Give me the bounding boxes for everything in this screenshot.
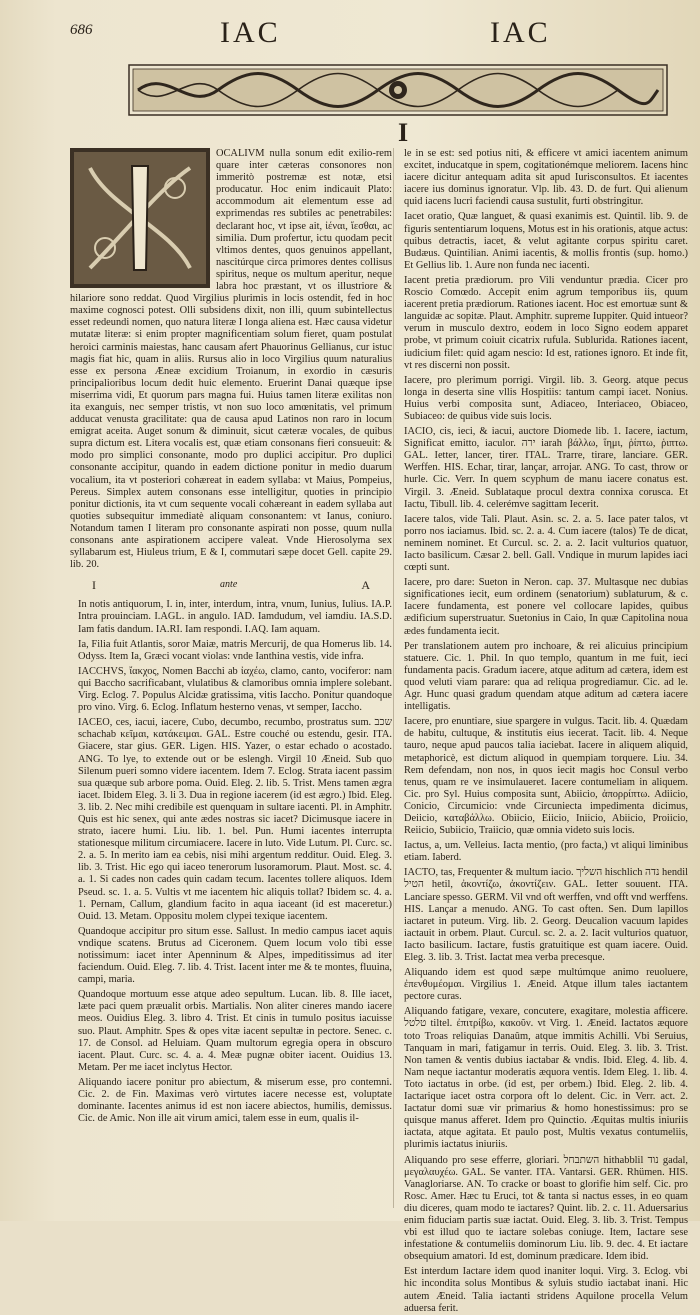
dictionary-entry: Quandoque mortuum esse atque adeo sepultum. Lucan. lib. 8. Ille iacet, læte paci quem præualit orbis. Martialis. Non aliter cineres mando iacere meos. Ouidius Eleg. 3. libro 4. Trist. Et cinis in tumulo positus iacuisse suo. Plaut. Amphitr. Spes & opes vitæ iacent sepultæ in pectore. Senec. c. 17. de Consol. ad Heluiam. Quam multorum egregia opera in obscuro iacent. Plaut. Curc. sc. 4. a. 4. Meæ pugnæ obiter iacent. Ouidius 13. Metam. Per me iacet inclytus Hector.: [78, 989, 392, 1073]
dictionary-entry: Iacere talos, vide Tali. Plaut. Asin. sc. 2. a. 5. Iace pater talos, vt porro nos iaciamus. Ibid. sc. 2. a. 4. Cum iacere (talos) Te de dicat, neminem nominet. Et Curcul. sc. 2. a. 2. Iacit vulturios quatuor, Iacto basilicum. Cæsar 2. bell. Gall. Vndique in murum lapides iaci cœpti sunt.: [404, 513, 688, 574]
dictionary-entry: Est interdum Iactare idem quod inaniter loqui. Virg. 3. Eclog. vbi hic incondita solus Montibus & syluis studio iactabat inani. Hic autem Æneid. Talia iactanti stridens Aquilone procella Velum aduersa ferit.: [404, 1266, 688, 1314]
dictionary-entry: Iacere, pro plerimum porrigi. Virgil. lib. 3. Georg. atque pecus longa in deserta sine vllis Hospitiis: tantum campi iacet. Nonius. Huius verbi composita sunt, Adiaceo, Interiaceo, Obiaceo, Subiaceo: de quibus vide suis locis.: [404, 374, 688, 422]
dictionary-entry: Iacet oratio, Quæ languet, & quasi exanimis est. Quintil. lib. 9. de figuris sententiarum loquens, Motus est in his orationis, atque actus: quibus detractis, iacet, & velut agitante corpus spiritu caret. Budæus. Quintilian. Animi iacentis, & mollis frontis (sup. homo.) Et Gellius lib. 1. Aure non funda nec iacenti.: [404, 211, 688, 271]
dictionary-entry: Aliquando pro sese efferre, gloriari. השתבחל hithabblil נוד gadal, μεγαλαυχέω. GAL. Se vanter. ITA. Vantarsi. GER. Rhümen. HIS. Vanagloriarse. AN. To cracke or boast to glorifie him self. Cic. pro Rosc. Amer. Hæc tu Eruci, tot & tanta si nactus esses, in eo quam diu diceres, quam modo te iactares? Quint. lib. 2. c. 11. Aduersarius enim fiduciam partis suæ iactat. Ouid. Eleg. 3. lib. 3. Trist. Tempus vbi est illud quo te iactare solebas coniuge. Item, Iactare sese infestatione & contumeliis dominorum Liu. lib. 9. dec. 4. Et iactare obsequium amatori. Id est, dominum prædicare. Idem ibid.: [404, 1154, 688, 1263]
dictionary-entry: Iactus, a, um. Velleius. Iacta mentio, (pro facta,) vt aliqui liminibus etiam. Iaberd.: [404, 840, 688, 864]
dictionary-entry: IACTO, tas, Frequenter & multum iacio. השליך hischlich נדה hendil הטיל hetil, ἀκοντίζω, ἀκοντίζειν. GAL. Ietter souuent. ITA. Lanciare spesso. GERM. Vil vnd oft werffen, vnd offt vnd werffens. HIS. Lançar a menudo. ANG. To cast often. Sen. Dum lapillos iactaret in puteum. Virg. lib. 2. Georg. Deucalion vacuum lapides iactauit in orbem. Plaut. Curcul. sc. 2. a. 2. Iacit vulturios quatuor, Iacto basilicum. Iactare, fustis gratuitique est quam iacere. Ouid. Eleg. 3. lib. 3. Trist. Iactat mea verba precesque.: [404, 867, 688, 963]
left-column: [70, 148, 392, 1208]
decorated-initial-v: [70, 148, 210, 288]
dictionary-entry: IACIO, cis, ieci, & iacui, auctore Diomede lib. 1. Iacere, iactum, Significat emitto, iaculor. ירה iarah βάλλω, ἵημι, ῥίπτω, ῥιπτω. GAL. Ietter, lancer, tirer. ITAL. Trarre, tirare, lanciare. GER. Werffen. HIS. Echar, tirar, lançar, arrojar. ANG. To cast, throw or hurle. Cic. Verr. In quem scyphum de manu iacere conatus est. Virgil. 3. Æneid. Sublataque procul dextra connixa corusca. Et Iactu, Tibull. lib. 4. celerémve sagittam Iecerit.: [404, 426, 688, 510]
dictionary-entry: IACCHVS, ἴακχος, Nomen Bacchi ab ἰαχέω, clamo, canto, vociferor: nam qui Baccho sacrificabant, vlulatibus & clamoribus omnia implere solebant. Virg. Eclog. 7. Populus Alcidæ gratissima, vitis Iaccho. Ponitur quandoque pro vino. Virg. 6. Eclog. Inflatum hesterno venas, vt semper, Iaccho.: [78, 665, 392, 714]
page-number: 686: [70, 22, 93, 38]
intro-paragraph: OCALIVM nulla sonum edit exilio-rem quare inter cæteras consonores non immeritò postremæ est notæ, etsi producatur. Hoc enim indicauit Plato: accommodum ait elementum esse ad exprimendas res subtiles ac penetrabiles: declarant hoc, vt ipse ait, ἰέναι, ἵεσθαι, ac similia. Dum profertur, ictu quodam pecit vltimos dentes, quos genuinos appellant, nascitúrque circa primores dentes collisus spiritus, neque os multum aperitur, neque labra hoc præstant, vt os illustriore & hilariore sono reddat. Quod Virgilius plurimis in locis ostendit, fed in hoc maxime cognosci potest. Olli subsidens dixit, non illi, quum subintellectus esset redeundi nomen, quo natura literæ I longa aliena est. Hæc causa videtur mutatæ literæ: si enim propter magnificentiam solum fieret, quam postulat heroici carminis maiestas, hanc causam afert Phauorinus Gellianus, cur istuc magis fiat hic, quam in aliis. Rursus alio in loco Virgilius quum naturalius esse ex persona Æneæ excidium Troianum, in exordio in cæsuris principalioribus locum dedit huic elemento. Eruerint Danai quæque ipse miserrima vidi, Et quorum pars magna fui. Huius tamen literæ exilitas non ita exanguis, nec semper tristis, vt non suo loco amœnitatis, vel primum adducat venusta gracilitate: qua de causa apud Latinos non raro in locum emigrat aceita. Auget sonum & diminuit, sicut cæteræ vocales, de quibus supra dictum est. Litera vocalis est, quæ etiam consonans fieri consueuit: & modo pro simplici consonante, modo pro duplici accipitur. Pro duplici consonante accipitur, quando in eadem dictione ponitur in medio duarum vocalium, ita vt posteriori cohæreat in eadem syllaba: vt Maius, Pompeius, Pereus. Simplex autem consonans esse intelligitur, quoties in principio ponitur dictionis, ita vt cum sequente vocali cohæreant in eadem syllaba aut quoties subsequitur immediatè aliquam consonantem: vt Ianus, coniuro. Notandum tamen I literam pro consonante aspirati non posse, quum nulla consonans ante aspirationem accipere valeat. Vnde Hierosolyma sex syllabarum est, Hiuleus trium, E & I, commutari sæpe docet Gell. capite 29. lib. 20.: [70, 148, 392, 571]
column-divider: [393, 148, 394, 1208]
dictionary-entry: Iacere, pro enuntiare, siue spargere in vulgus. Tacit. lib. 4. Quædam de habitu, cultuque, & institutis eius iecerat. Tacit. lib. 4. Neque tauro, neque apud paucos talia iaciebat. Iacere in aliquem aliquid, metaphoricè, est dictum aliquod in quempiam torquere. Liu. 34. Rem defendam, non nos, in quos iecit magis hoc Consul verbo tenus, quam re ve insimulaueret. Iacere contumeliam in aliquem. Cic. pro Syl. Huius composita sunt, Abiicio, ἀπορρίπτω. Adiicio, Conicio, Circumicio: vnde Circuniecta impedimenta dicimus, Deiicio, καταβάλλω. Obiicio, Eiicio, Iniicio, Abiicio, Proiicio, Reiicio, Subiicio, Traiicio, quæ omnia videto suis locis.: [404, 716, 688, 837]
dictionary-entry: IACEO, ces, iacui, iacere, Cubo, decumbo, recumbo, prostratus sum. שכב schachab κεῖμαι, κατάκειμαι. GAL. Estre couché ou estendu, gesir. ITA. Giacere, star gius. GER. Ligen. HIS. Yazer, o estar echado o acostado. ANG. To lye, to extende out or be eslengh. Virgil 10 Æneid. Sub quo Silenum pueri somno videre iacentem. Idem 7. Eclog. Strata iacent passim sua quæque sub arbore poma. Ouid. Eleg. 2. lib. 5. Trist. Mens tamen ægra iacet. Ibidem Eleg. 3. li 3. Dua in regione iacerem (id est ægro.) Ibid. Eleg. 3. lib. 2. Nec mihi credibile est quenquam in sultare iacenti. Pl. in Amphitr. Quis est hic senex, qui ante ædes nostras sic iacet? Dicimusque iacere in strato, iacere humi. Liu. lib. 1. bel. Pun. Humi iacentes interrupta stationesque militum circumiacere. Iacere in luto. Vide Lutum. Pl. Curc. sc. 2. a. 5. In merito iam ea cebis, nisi mihi argentum redditur. Ouid. Eleg. 3. lib. 3. Trist. Hic ego qui iaceo tenerorum lusoramorum. Plaut. Most. sc. 4. a. 1. Si cades non cades quin cadam tecum. Iacentes tollere aliquos. Idem Pseud. sc. 1. a. 5. Vultis vt me iacentem hic aliquis tollat? Ibidem sc. 4. a. 1. Pernam, Callum, glandium facito in aqua iaceant (id est maceretur.) Ouid. 13. Metam. Oppositu molem clypei texique iacentem.: [78, 717, 392, 922]
dictionary-entry: Iacent pretia prædiorum. pro Vili venduntur prædia. Cicer pro Roscio Comœdo. Accepit enim agrum temporibus iis, quum iacerent pretia prædiorum. Rationes iacent. Hoc est emortuæ sunt & languidæ ac sopitæ. Plaut. Amphitr. supreme Iuppiter. Quid intueor? verum in musculo dextro, eodem in loco Signo eodem apparet probe, vt primum coiuit cicatrix rufula. Sublurida. Rationes iacent, iudicium filet: quid agam nescio: Id est, rationes ignoro. Et inde fit, vt res discerni non possit.: [404, 274, 688, 371]
decorative-headpiece: [128, 64, 668, 116]
dictionary-entry: Iacere, pro dare: Sueton in Neron. cap. 37. Multasque nec dubias significationes iecit, eum ordinem (senatorium) sublaturum, & c. Iacere fundamenta, est ponere vel collocare lapides, quibus ædificium superstruatur. Suetonius in Caio, In quæ Capitolina noua ædes fundamenta iecit.: [404, 577, 688, 637]
section-heading-middle: ante: [220, 579, 238, 591]
dictionary-entry: Aliquando iacere ponitur pro abiectum, & miserum esse, pro contemni. Cic. 2. de Fin. Maximas verò virtutes iacere necesse est, voluptate dominante. Iacentes animus id est non iacere abiectos, humilis, demissus. Cic. de Amic. Non ille ait virum amici, talem esse in eum, qualis il-: [78, 1076, 392, 1125]
section-heading-left: I: [92, 578, 96, 593]
dictionary-entry: Aliquando idem est quod sæpe multúmque animo reuoluere, ἐπενθυμέομαι. Virgilius 1. Æneid. Atque illum tales iactantem pectore curas.: [404, 967, 688, 1003]
dictionary-entry: In notis antiquorum, I. in, inter, interdum, intra, vnum, Iunius, Iulius. IA.P. Intra prouinciam. I.AGL. in angulo. IAD. Iamdudum, vel iamdiu. IA.S.D. Iam fatis dandum. IA.RI. Iam respondi. I.AQ. Iam aquam.: [78, 599, 392, 635]
page-header: [70, 14, 690, 50]
dictionary-entry: Per translationem autem pro inchoare, & rei alicuius principium statuere. Cic. 1. Phil. In quo templo, quantum in me fuit, ieci fundamenta pacis. Gradum iacere, atque aditum ad cætera, idem est quod veluti viam parare: qua ad reliqua progrediamur. Cic. ad le. Agr. Hunc quasi gradum quendam atque aditum ad cætera iacere intelligatis.: [404, 640, 688, 713]
dictionary-entry: le in se est: sed potius niti, & efficere vt amici iacentem animum excitet, inducatque in spem, cogitationémque meliorem. Iacens hinc iacere dicitur antequam adita sit apud Iurisconsultos. Et iacentes iacere ius dominus ignoratur. Vlp. lib. 43. D. de furt. Qui alienum quid iacens lucri faciendi causa sustulit, furti obstringitur.: [404, 148, 688, 208]
section-heading-right: A: [361, 578, 370, 593]
right-column: [396, 148, 688, 1314]
section-letter: I: [398, 118, 409, 147]
dictionary-entry: Ia, Filia fuit Atlantis, soror Maiæ, matris Mercurij, de qua Homerus lib. 14. Odyss. Item Ia, Græci vocant violas: vnde Ianthina vestis, vide infra.: [78, 638, 392, 662]
running-head-right: IAC: [490, 16, 551, 49]
dictionary-entry: Aliquando fatigare, vexare, concutere, exagitare, molestia afficere. טלטל tiltel. ἐπιτρίβω, κακοῦν. vt Virg. 1. Æneid. Iactatos æquore toto Troas reliquias Danaûm, atque immitis Achilli. Vbi Seruius, Tanquam in mari, fatigamur in terris. Ouid. Eleg. 3. lib. 3. Trist. Non tamen & ventis dubius iactabar & vndis. Ibid. Eleg. 4. lib. 4. Nam neque iactantur moderatis æquora ventis. Idem Eleg. 1. lib. 4. Toto iactatus in orbe. (id est, per orbem.) Ibid. Eleg. 2. lib. 4. Iactarique iacet ostra corpora oft lo delent. Cic. in Verr. act. 2. Iactatur domi suæ vir primarius & homo honestissimus: pro se quisque manus afferet. Idem pro Quinctio. Æquitas multis iniuriis iactata, atque agitata. Et paulo post, Multis vexatus contumeliis, plurimis iactatus iniuriis.: [404, 1006, 688, 1151]
dictionary-entry: Quandoque accipitur pro situm esse. Sallust. In medio campus iacet aquis vndique scatens. Brutus ad Ciceronem. Quem locum volo tibi esse notissimum: iacet inter Apenninum & Alpes, impeditissimus ad iter faciendum. Ouid. Eleg. 7. lib. 4. Trist. Iacent inter me & te montes, fluuina, campi, maria.: [78, 925, 392, 986]
running-head-left: IAC: [220, 16, 281, 49]
section-heading: [70, 579, 392, 591]
